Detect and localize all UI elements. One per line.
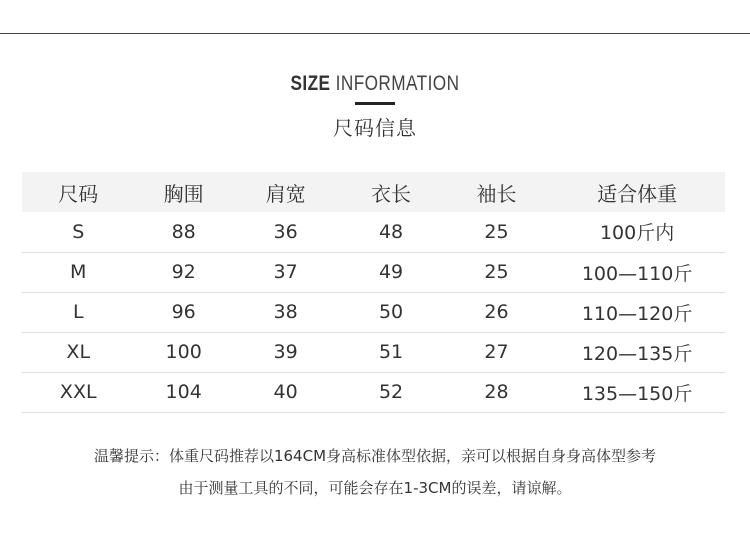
header-length: 衣长 [338,172,443,212]
cell-shoulder: 37 [233,252,338,292]
heading-underline [355,102,395,105]
header-shoulder: 肩宽 [233,172,338,212]
top-divider [0,33,750,34]
heading-chinese: 尺码信息 [333,116,417,140]
cell-shoulder: 38 [233,292,338,332]
cell-size: XXL [22,372,134,412]
cell-chest: 92 [134,252,232,292]
cell-length: 50 [338,292,443,332]
heading-english-light: INFORMATION [335,72,460,95]
cell-weight: 135—150斤 [549,372,725,412]
table-row [22,212,725,252]
cell-chest: 96 [134,292,232,332]
header-weight: 适合体重 [549,172,725,212]
header-size: 尺码 [22,172,134,212]
table-row [22,372,725,412]
cell-shoulder: 36 [233,212,338,252]
cell-length: 52 [338,372,443,412]
cell-sleeve: 26 [444,292,549,332]
size-table [22,172,725,413]
heading-english-bold: SIZE [290,72,331,95]
cell-sleeve: 27 [444,332,549,372]
cell-shoulder: 39 [233,332,338,372]
table-row [22,332,725,372]
cell-weight: 100斤内 [549,212,725,252]
cell-shoulder: 40 [233,372,338,412]
cell-length: 48 [338,212,443,252]
section-heading [0,70,750,141]
cell-size: M [22,252,134,292]
cell-weight: 100—110斤 [549,252,725,292]
cell-weight: 110—120斤 [549,292,725,332]
cell-sleeve: 28 [444,372,549,412]
cell-length: 51 [338,332,443,372]
table-header-row [22,172,725,212]
tip-note-line-1: 温馨提示：体重尺码推荐以164CM身高标准体型依据，亲可以根据自身身高体型参考 [93,447,657,465]
cell-chest: 88 [134,212,232,252]
cell-weight: 120—135斤 [549,332,725,372]
table-row [22,252,725,292]
cell-sleeve: 25 [444,252,549,292]
cell-size: L [22,292,134,332]
tip-note-line-2: 由于测量工具的不同，可能会存在1-3CM的误差，请谅解。 [178,479,572,497]
heading-english [291,70,460,98]
cell-chest: 104 [134,372,232,412]
cell-length: 49 [338,252,443,292]
cell-chest: 100 [134,332,232,372]
cell-size: S [22,212,134,252]
header-sleeve: 袖长 [444,172,549,212]
table-row [22,292,725,332]
cell-sleeve: 25 [444,212,549,252]
cell-size: XL [22,332,134,372]
header-chest: 胸围 [134,172,232,212]
